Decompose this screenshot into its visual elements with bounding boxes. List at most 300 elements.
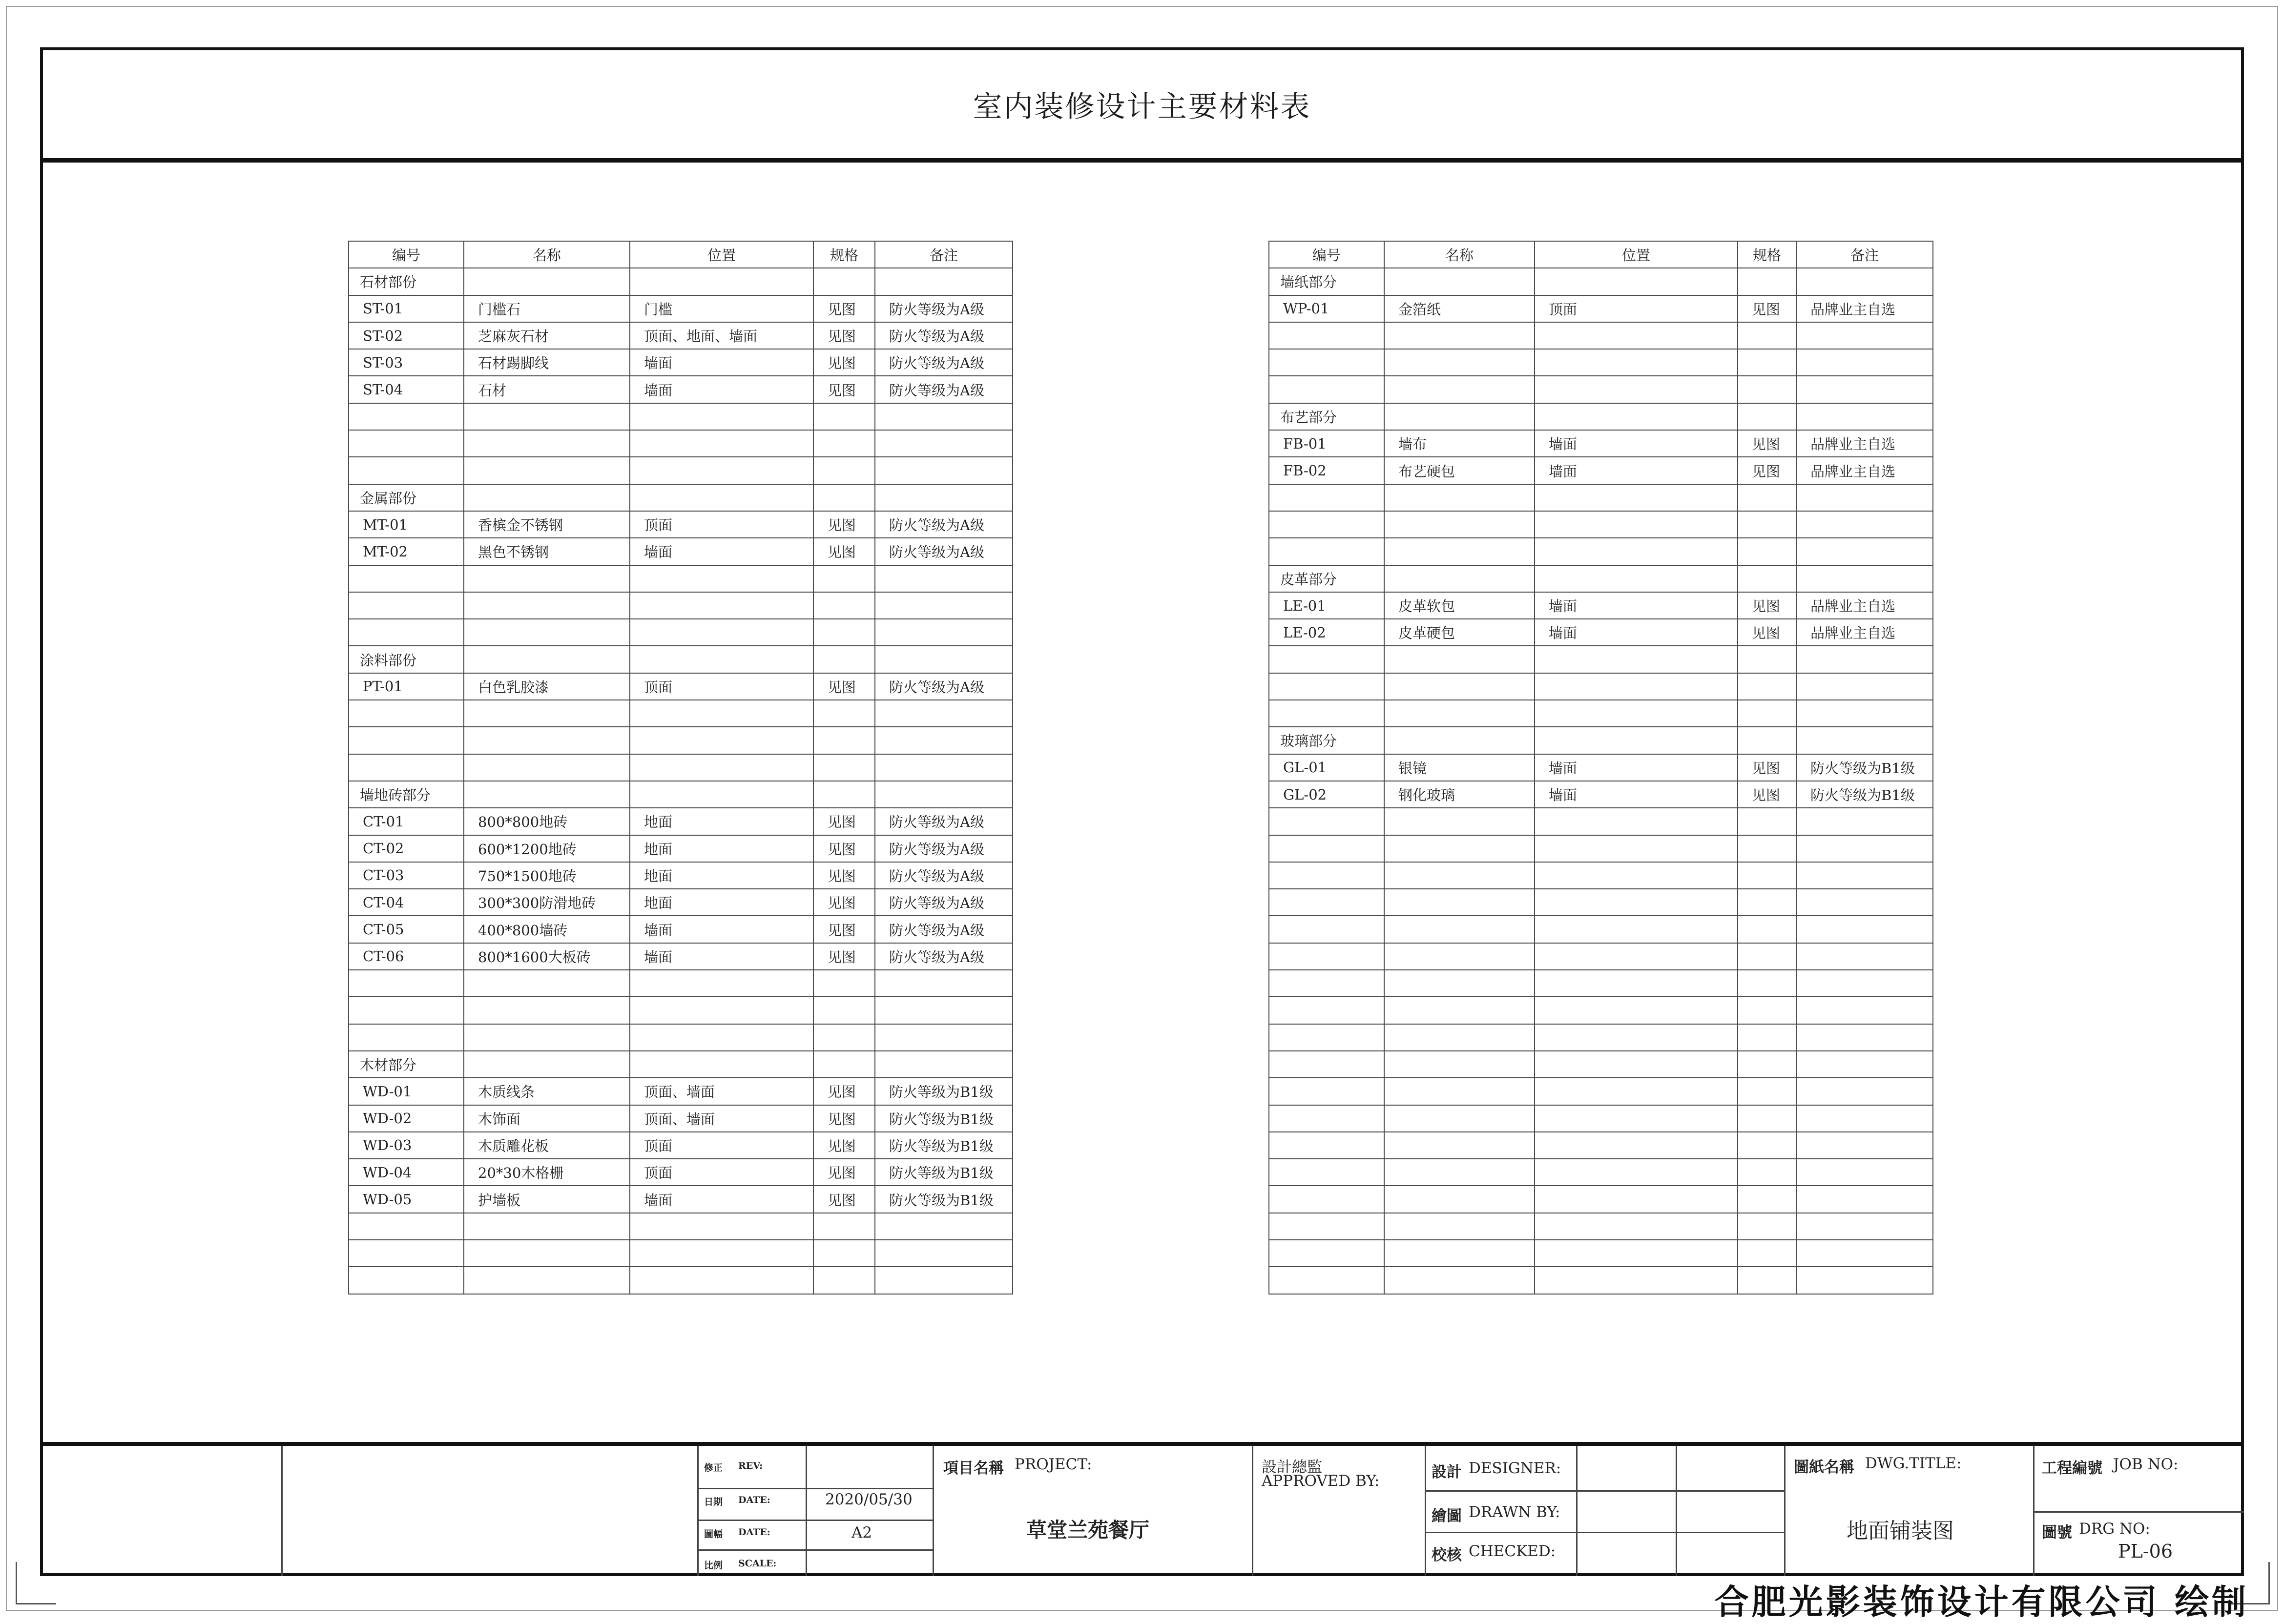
table-cell (1535, 943, 1738, 970)
table-cell (1535, 862, 1738, 889)
cell-note: 防火等级为A级 (875, 538, 1013, 565)
section-label: 玻璃部分 (1269, 727, 1384, 754)
table-cell (1738, 268, 1796, 295)
table-cell (1535, 511, 1738, 538)
table-row (349, 673, 1013, 700)
table-cell (1384, 1213, 1535, 1240)
table-cell (630, 403, 813, 430)
cell-name: 20*30木格栅 (464, 1159, 630, 1186)
table-cell (1269, 349, 1384, 376)
cell-pos: 顶面、墙面 (630, 1078, 813, 1105)
table-cell (464, 970, 630, 997)
table-cell (1738, 1159, 1796, 1186)
table-cell (1738, 565, 1796, 592)
table-cell (875, 403, 1013, 430)
table-cell (1535, 889, 1738, 916)
table-cell (1384, 322, 1535, 349)
project-label: 項目名稱 (943, 1460, 1004, 1477)
job-en: JOB NO: (2113, 1456, 2179, 1473)
table-cell (1269, 889, 1384, 916)
table-cell (1384, 862, 1535, 889)
empty-row (349, 700, 1013, 727)
cell-pos: 顶面、地面、墙面 (630, 322, 813, 349)
section-label: 墙纸部分 (1269, 268, 1384, 295)
checked-en: CHECKED: (1469, 1542, 1556, 1560)
empty-row (1269, 889, 1933, 916)
table-cell (1738, 376, 1796, 403)
table-cell (1384, 700, 1535, 727)
table-cell (1384, 538, 1535, 565)
cell-name: 750*1500地砖 (464, 862, 630, 889)
cell-code: ST-01 (349, 295, 464, 322)
cell-spec: 见图 (813, 538, 875, 565)
drawn-en: DRAWN BY: (1469, 1503, 1560, 1521)
date-value: 2020/05/30 (825, 1491, 913, 1508)
column-header: 名称 (464, 241, 630, 268)
table-cell (1738, 943, 1796, 970)
table-cell (1535, 997, 1738, 1024)
cell-pos: 墙面 (630, 1186, 813, 1213)
cell-pos: 墙面 (630, 916, 813, 943)
empty-row (1269, 1159, 1933, 1186)
table-cell (464, 1024, 630, 1051)
section-label: 布艺部分 (1269, 403, 1384, 430)
cell-spec: 见图 (1738, 430, 1796, 457)
dwg-title-label: 圖紙名稱 (1794, 1459, 1854, 1476)
cell-note: 品牌业主自选 (1796, 457, 1933, 484)
section-label: 金属部份 (349, 484, 464, 511)
table-cell (1535, 916, 1738, 943)
table-cell (1796, 1186, 1933, 1213)
table-cell (1269, 1024, 1384, 1051)
cell-pos: 墙面 (1535, 754, 1738, 781)
cell-code: LE-01 (1269, 592, 1384, 619)
table-cell (1269, 484, 1384, 511)
table-row (349, 295, 1013, 322)
table-cell (1535, 268, 1738, 295)
table-cell (1796, 646, 1933, 673)
scale-label: 比例 (704, 1560, 723, 1571)
table-cell (1269, 835, 1384, 862)
table-cell (1269, 808, 1384, 835)
table-cell (630, 1051, 813, 1078)
table-cell (464, 781, 630, 808)
table-row (349, 1159, 1013, 1186)
table-cell (1269, 1159, 1384, 1186)
table-cell (1796, 835, 1933, 862)
table-cell (1269, 376, 1384, 403)
cell-note: 防火等级为A级 (875, 943, 1013, 970)
table-row (349, 889, 1013, 916)
column-header: 备注 (1796, 241, 1933, 268)
cell-note: 防火等级为B1级 (875, 1105, 1013, 1132)
cell-code: LE-02 (1269, 619, 1384, 646)
empty-row (1269, 1132, 1933, 1159)
table-row (1269, 754, 1933, 781)
empty-row (349, 619, 1013, 646)
table-row (349, 1105, 1013, 1132)
table-cell (1384, 1078, 1535, 1105)
cell-code: CT-06 (349, 943, 464, 970)
empty-row (1269, 511, 1933, 538)
project-en: PROJECT: (1015, 1456, 1092, 1473)
table-cell (813, 754, 875, 781)
table-cell (630, 754, 813, 781)
cell-name: 芝麻灰石材 (464, 322, 630, 349)
cell-pos: 墙面 (630, 943, 813, 970)
table-row (349, 943, 1013, 970)
table-cell (1738, 1213, 1796, 1240)
table-cell (1535, 970, 1738, 997)
cell-code: ST-03 (349, 349, 464, 376)
table-cell (1738, 1132, 1796, 1159)
table-cell (813, 781, 875, 808)
empty-row (349, 1267, 1013, 1294)
cell-note: 防火等级为A级 (875, 862, 1013, 889)
table-cell (464, 268, 630, 295)
table-cell (875, 457, 1013, 484)
table-cell (1269, 511, 1384, 538)
cell-name: 墙布 (1384, 430, 1535, 457)
table-cell (1535, 1132, 1738, 1159)
table-cell (1384, 565, 1535, 592)
section-label: 墙地砖部分 (349, 781, 464, 808)
rev-label: 修正 (704, 1462, 723, 1473)
table-row (349, 376, 1013, 403)
table-cell (1384, 916, 1535, 943)
cell-pos: 地面 (630, 835, 813, 862)
table-cell (1738, 727, 1796, 754)
table-cell (630, 1240, 813, 1267)
cell-name: 布艺硬包 (1384, 457, 1535, 484)
empty-row (1269, 673, 1933, 700)
table-cell (875, 727, 1013, 754)
table-cell (1384, 646, 1535, 673)
cell-code: MT-01 (349, 511, 464, 538)
column-header: 备注 (875, 241, 1013, 268)
table-cell (1384, 727, 1535, 754)
table-cell (1384, 1132, 1535, 1159)
table-cell (813, 1267, 875, 1294)
cell-spec: 见图 (1738, 592, 1796, 619)
table-cell (630, 646, 813, 673)
cell-code: WD-02 (349, 1105, 464, 1132)
table-cell (1796, 565, 1933, 592)
table-cell (1384, 376, 1535, 403)
materials-table-right (1268, 241, 1933, 1295)
table-cell (1738, 862, 1796, 889)
table-row (349, 862, 1013, 889)
table-cell (1738, 349, 1796, 376)
table-cell (875, 781, 1013, 808)
empty-row (1269, 1024, 1933, 1051)
table-cell (349, 700, 464, 727)
table-row (349, 1078, 1013, 1105)
table-cell (875, 970, 1013, 997)
table-cell (813, 430, 875, 457)
paper-en: DATE: (738, 1527, 770, 1538)
project-name: 草堂兰苑餐厅 (1026, 1518, 1150, 1542)
table-cell (1796, 376, 1933, 403)
table-cell (813, 1024, 875, 1051)
cell-code: CT-01 (349, 808, 464, 835)
cell-note: 防火等级为A级 (875, 673, 1013, 700)
cell-note: 防火等级为B1级 (1796, 781, 1933, 808)
table-cell (813, 700, 875, 727)
table-cell (1738, 997, 1796, 1024)
table-cell (1535, 1240, 1738, 1267)
cell-spec: 见图 (1738, 619, 1796, 646)
table-row (349, 322, 1013, 349)
date-label: 日期 (704, 1497, 723, 1507)
cell-code: FB-02 (1269, 457, 1384, 484)
column-header: 位置 (630, 241, 813, 268)
table-cell (630, 268, 813, 295)
table-cell (1535, 484, 1738, 511)
cell-name: 800*800地砖 (464, 808, 630, 835)
table-cell (1384, 1159, 1535, 1186)
drawn-label: 繪圖 (1432, 1507, 1462, 1525)
table-cell (630, 1024, 813, 1051)
table-cell (349, 1240, 464, 1267)
table-cell (875, 1024, 1013, 1051)
table-cell (1384, 484, 1535, 511)
cell-spec: 见图 (813, 862, 875, 889)
section-row (1269, 403, 1933, 430)
table-cell (630, 970, 813, 997)
cell-note: 防火等级为B1级 (875, 1132, 1013, 1159)
section-label: 石材部份 (349, 268, 464, 295)
table-cell (1535, 1105, 1738, 1132)
approved-label: 設計總監 (1262, 1459, 1322, 1476)
table-cell (1269, 970, 1384, 997)
table-cell (1384, 349, 1535, 376)
designer-label: 設計 (1432, 1463, 1462, 1481)
table-cell (1269, 673, 1384, 700)
empty-row (1269, 835, 1933, 862)
table-cell (1535, 1078, 1738, 1105)
cell-name: 石材踢脚线 (464, 349, 630, 376)
cell-name: 金箔纸 (1384, 295, 1535, 322)
table-cell (1738, 1051, 1796, 1078)
table-cell (813, 403, 875, 430)
table-cell (349, 565, 464, 592)
cell-name: 石材 (464, 376, 630, 403)
table-cell (875, 565, 1013, 592)
table-row (1269, 457, 1933, 484)
cell-spec: 见图 (813, 889, 875, 916)
table-cell (1738, 889, 1796, 916)
cell-pos: 墙面 (1535, 457, 1738, 484)
column-header: 位置 (1535, 241, 1738, 268)
table-cell (1796, 349, 1933, 376)
empty-row (1269, 1105, 1933, 1132)
cell-note: 防火等级为A级 (875, 916, 1013, 943)
table-row (349, 916, 1013, 943)
table-cell (349, 754, 464, 781)
table-cell (1738, 1024, 1796, 1051)
empty-row (1269, 808, 1933, 835)
table-cell (1796, 997, 1933, 1024)
table-cell (630, 997, 813, 1024)
section-row (1269, 565, 1933, 592)
cell-spec: 见图 (813, 295, 875, 322)
table-cell (630, 727, 813, 754)
table-cell (1738, 1078, 1796, 1105)
empty-row (349, 1213, 1013, 1240)
paper-label: 圖幅 (704, 1529, 723, 1540)
cell-code: PT-01 (349, 673, 464, 700)
table-cell (1796, 1024, 1933, 1051)
table-cell (630, 1213, 813, 1240)
table-cell (464, 1267, 630, 1294)
table-cell (1796, 511, 1933, 538)
cell-note: 防火等级为A级 (875, 295, 1013, 322)
table-cell (1384, 970, 1535, 997)
table-cell (813, 1240, 875, 1267)
cell-code: CT-04 (349, 889, 464, 916)
table-cell (1738, 835, 1796, 862)
cell-note: 品牌业主自选 (1796, 592, 1933, 619)
table-cell (1796, 538, 1933, 565)
cell-pos: 顶面、墙面 (630, 1105, 813, 1132)
table-cell (464, 565, 630, 592)
table-cell (1269, 1132, 1384, 1159)
table-cell (1269, 943, 1384, 970)
table-row (1269, 430, 1933, 457)
table-cell (1738, 916, 1796, 943)
cell-code: GL-01 (1269, 754, 1384, 781)
empty-row (1269, 1240, 1933, 1267)
table-row (349, 349, 1013, 376)
table-cell (875, 1240, 1013, 1267)
cell-pos: 顶面 (630, 1159, 813, 1186)
table-cell (1796, 673, 1933, 700)
cell-pos: 地面 (630, 889, 813, 916)
cell-spec: 见图 (813, 1132, 875, 1159)
table-cell (1535, 808, 1738, 835)
cell-spec: 见图 (813, 835, 875, 862)
table-cell (813, 646, 875, 673)
table-cell (1269, 1051, 1384, 1078)
empty-row (349, 430, 1013, 457)
table-cell (1738, 970, 1796, 997)
table-cell (1738, 1267, 1796, 1294)
table-cell (349, 727, 464, 754)
table-cell (464, 646, 630, 673)
table-cell (1738, 322, 1796, 349)
table-cell (349, 1213, 464, 1240)
table-cell (1796, 916, 1933, 943)
table-cell (1269, 538, 1384, 565)
cell-spec: 见图 (813, 943, 875, 970)
table-cell (1796, 943, 1933, 970)
table-cell (1738, 808, 1796, 835)
cell-spec: 见图 (813, 1078, 875, 1105)
cell-name: 护墙板 (464, 1186, 630, 1213)
empty-row (349, 970, 1013, 997)
table-cell (349, 619, 464, 646)
table-row (349, 511, 1013, 538)
table-cell (813, 1051, 875, 1078)
cell-note: 防火等级为B1级 (875, 1159, 1013, 1186)
scale-en: SCALE: (738, 1558, 777, 1569)
cell-code: MT-02 (349, 538, 464, 565)
cell-code: WD-03 (349, 1132, 464, 1159)
section-row (349, 646, 1013, 673)
cell-note: 防火等级为A级 (875, 835, 1013, 862)
table-cell (1535, 1159, 1738, 1186)
table-cell (1796, 889, 1933, 916)
cell-code: WD-01 (349, 1078, 464, 1105)
cell-spec: 见图 (1738, 457, 1796, 484)
table-cell (464, 403, 630, 430)
table-cell (1384, 1240, 1535, 1267)
table-cell (1269, 916, 1384, 943)
dwg-title: 地面铺装图 (1847, 1519, 1954, 1543)
table-cell (1796, 1240, 1933, 1267)
table-cell (1796, 1078, 1933, 1105)
table-cell (630, 1267, 813, 1294)
cell-name: 木质线条 (464, 1078, 630, 1105)
job-label: 工程編號 (2042, 1460, 2102, 1477)
approved-en: APPROVED BY: (1262, 1472, 1380, 1490)
table-cell (875, 754, 1013, 781)
table-cell (813, 484, 875, 511)
empty-row (349, 1240, 1013, 1267)
table-cell (1269, 862, 1384, 889)
cell-note: 防火等级为B1级 (1796, 754, 1933, 781)
cell-note: 防火等级为A级 (875, 349, 1013, 376)
cell-spec: 见图 (1738, 295, 1796, 322)
cell-code: GL-02 (1269, 781, 1384, 808)
cell-code: WP-01 (1269, 295, 1384, 322)
section-label: 木材部分 (349, 1051, 464, 1078)
table-cell (1384, 268, 1535, 295)
table-cell (875, 619, 1013, 646)
table-cell (875, 268, 1013, 295)
table-cell (1535, 376, 1738, 403)
empty-row (1269, 322, 1933, 349)
table-cell (630, 484, 813, 511)
table-cell (349, 970, 464, 997)
cell-note: 品牌业主自选 (1796, 430, 1933, 457)
table-cell (1384, 673, 1535, 700)
empty-row (349, 727, 1013, 754)
table-cell (464, 619, 630, 646)
table-cell (464, 1213, 630, 1240)
table-cell (1796, 1132, 1933, 1159)
table-cell (875, 1267, 1013, 1294)
table-cell (813, 457, 875, 484)
table-row (1269, 592, 1933, 619)
empty-row (349, 592, 1013, 619)
table-row (349, 835, 1013, 862)
table-cell (1796, 700, 1933, 727)
empty-row (1269, 484, 1933, 511)
empty-row (1269, 943, 1933, 970)
cell-code: CT-03 (349, 862, 464, 889)
table-cell (1535, 1213, 1738, 1240)
table-cell (349, 1267, 464, 1294)
table-cell (1384, 835, 1535, 862)
table-cell (875, 592, 1013, 619)
table-cell (1269, 646, 1384, 673)
cell-pos: 门槛 (630, 295, 813, 322)
checked-label: 校核 (1432, 1546, 1462, 1564)
table-cell (1269, 1267, 1384, 1294)
table-cell (875, 430, 1013, 457)
